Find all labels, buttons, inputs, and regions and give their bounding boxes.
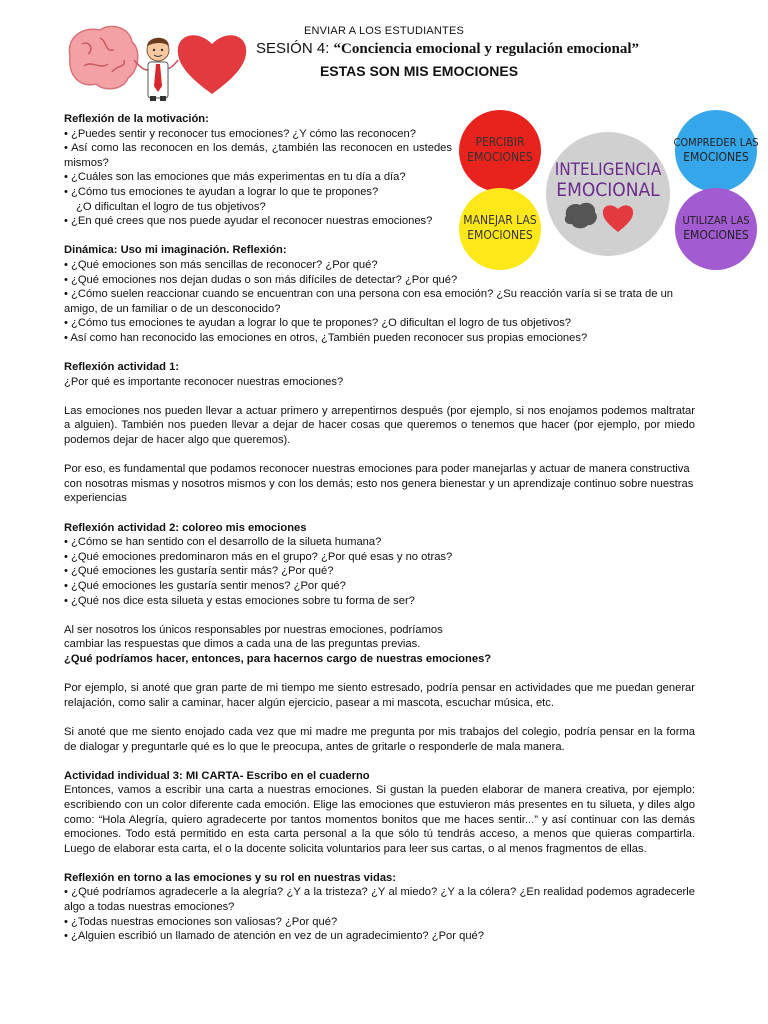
center-line-2: EMOCIONAL [556, 179, 660, 201]
question: ¿Por qué es importante reconocer nuestras emociones? [64, 375, 344, 388]
use-line-1: UTILIZAR LAS [682, 214, 750, 227]
paragraph: Por eso, es fundamental que podamos reconocer nuestras emociones para poder manejarlas y actuar de manera constructiva con nosotras mismas y nosotros mismos y con los demás; esto nos genera bienestar y un aprendizaje continuo sobre nuestras experiencias [64, 463, 694, 505]
section-activity-1 [64, 360, 695, 506]
page-subtitle: ESTAS SON MIS EMOCIONES [319, 63, 519, 79]
section-activity-3 [64, 769, 695, 857]
list-item: • Así como las reconocen en los demás, ¿también las reconocen en ustedes mismos? [64, 142, 452, 169]
session-quote: “Conciencia emocional y regulación emocional” [333, 41, 640, 57]
session-prefix: SESIÓN 4: [256, 40, 334, 57]
paragraph: Al ser nosotros los únicos responsables por nuestras emociones, podríamos [64, 623, 443, 636]
list-item: • ¿Cómo se han sentido con el desarrollo de la silueta humana? [64, 536, 382, 549]
list-item: • ¿Qué emociones nos dejan dudas o son más difíciles de detectar? ¿Por qué? [64, 273, 458, 286]
section-motivation [64, 112, 695, 229]
list-item: • ¿Qué emociones les gustaría sentir menos? ¿Por qué? [64, 580, 346, 592]
list-item: • ¿Qué emociones son más sencillas de reconocer? ¿Por qué? [64, 258, 378, 271]
section-heading: Reflexión de la motivación: [64, 113, 209, 125]
understand-line-1: COMPREDER LAS [673, 136, 759, 149]
section-heading: Dinámica: Uso mi imaginación. Reflexión: [64, 244, 287, 257]
list-item: • ¿Cómo suelen reaccionar cuando se encuentran con una persona con esa emoción? ¿Su reacción varía si se trata de un amigo, de un familiar o de un desconocido? [64, 288, 674, 315]
list-item: ¿O dificultan el logro de tus objetivos? [76, 200, 266, 213]
send-to-students-label: ENVIAR A LOS ESTUDIANTES [303, 25, 465, 37]
section-heading: Reflexión en torno a las emociones y su rol en nuestras vidas: [64, 871, 396, 884]
list-item: • ¿Cómo tus emociones te ayudan a lograr lo que te propones? [64, 185, 379, 198]
perceive-line-2: EMOCIONES [467, 150, 533, 164]
paragraph: Las emociones nos pueden llevar a actuar primero y arrepentirnos después (por ejemplo, si nos enojamos podemos maltratar a alguien). También nos pueden llevar a dejar de hacer cosas que queremos o tenemos que hacer (por ejemplo, por miedo podemos dejar de hacer algo que queremos). [64, 404, 695, 447]
section-heading: Actividad individual 3: MI CARTA- Escribo en el cuaderno [64, 769, 370, 782]
list-item: • ¿Qué podríamos agradecerle a la alegría? ¿Y a la tristeza? ¿Y al miedo? ¿Y a la cólera? ¿En realidad podemos agradecerle algo a todas nuestras emociones? [64, 886, 695, 914]
paragraph: Por ejemplo, si anoté que gran parte de mi tiempo me siento estresado, podría pensar en actividades que me puedan generar relajación, como salir a caminar, hacer algún ejercicio, pasear a mi mascota, escuchar música, etc. [64, 682, 695, 709]
paragraph: Si anoté que me siento enojado cada vez que mi madre me pregunta por mis trabajos del colegio, podría pensar en la forma de dialogar y preguntarle qué es lo que le preocupa, antes de gritarle o responderle de mala manera. [64, 725, 695, 753]
center-line-1: INTELIGENCIA [554, 160, 662, 180]
section-activity-2 [64, 521, 695, 755]
section-final-reflection [64, 871, 695, 944]
manage-line-1: MANEJAR LAS [463, 213, 537, 227]
understand-line-2: EMOCIONES [683, 150, 749, 164]
list-item: • ¿En qué crees que nos puede ayudar el reconocer nuestras emociones? [64, 215, 433, 228]
perceive-line-1: PERCIBIR [475, 135, 525, 149]
use-line-2: EMOCIONES [683, 228, 749, 242]
section-dynamic [64, 243, 695, 345]
list-item: • ¿Qué emociones predominaron más en el grupo? ¿Por qué esas y no otras? [64, 550, 453, 563]
list-item: • ¿Cómo tus emociones te ayudan a lograr lo que te propones? ¿O dificultan el logro de tus objetivos? [64, 317, 572, 330]
document-body [64, 112, 695, 944]
session-title [256, 40, 639, 58]
list-item: • ¿Todas nuestras emociones son valiosas? ¿Por qué? [64, 915, 338, 928]
paragraph: cambiar las respuestas que dimos a cada una de las preguntas previas. [64, 638, 421, 651]
section-heading: Reflexión actividad 1: [64, 361, 180, 374]
list-item: • Así como han reconocido las emociones en otros, ¿También pueden reconocer sus propias emociones? [64, 331, 588, 344]
list-item: • ¿Qué emociones les gustaría sentir más? ¿Por qué? [64, 565, 334, 578]
key-question: ¿Qué podríamos hacer, entonces, para hacernos cargo de nuestras emociones? [64, 652, 492, 665]
list-item: • ¿Alguien escribió un llamado de atención en vez de un agradecimiento? ¿Por qué? [64, 930, 484, 943]
list-item: • ¿Puedes sentir y reconocer tus emociones? ¿Y cómo las reconocen? [64, 127, 416, 140]
manage-line-2: EMOCIONES [467, 228, 533, 242]
section-heading: Reflexión actividad 2: coloreo mis emociones [64, 521, 307, 534]
list-item: • ¿Cuáles son las emociones que más experimentas en tu día a día? [64, 171, 406, 184]
paragraph: Entonces, vamos a escribir una carta a nuestras emociones. Si gustan la pueden elaborar de manera creativa, por ejemplo: escribiendo con un color diferente cada emoción. Elige las emociones que estuvieron más presentes en tu silueta, y diles algo como: “Hola Alegría, quiero agradecerte por tantos momentos bonitos que me haces sentir...” y así continuar con las demás emociones. Todo está permitido en esta carta personal a la que sólo tú tendrás acceso, a menos que quieras compartirla. Luego de elaborar esta carta, el o la docente solicita voluntarios para leer sus cartas, o al menos fragmentos de ellas. [64, 784, 695, 855]
list-item: • ¿Qué nos dice esta silueta y estas emociones sobre tu forma de ser? [64, 594, 415, 607]
